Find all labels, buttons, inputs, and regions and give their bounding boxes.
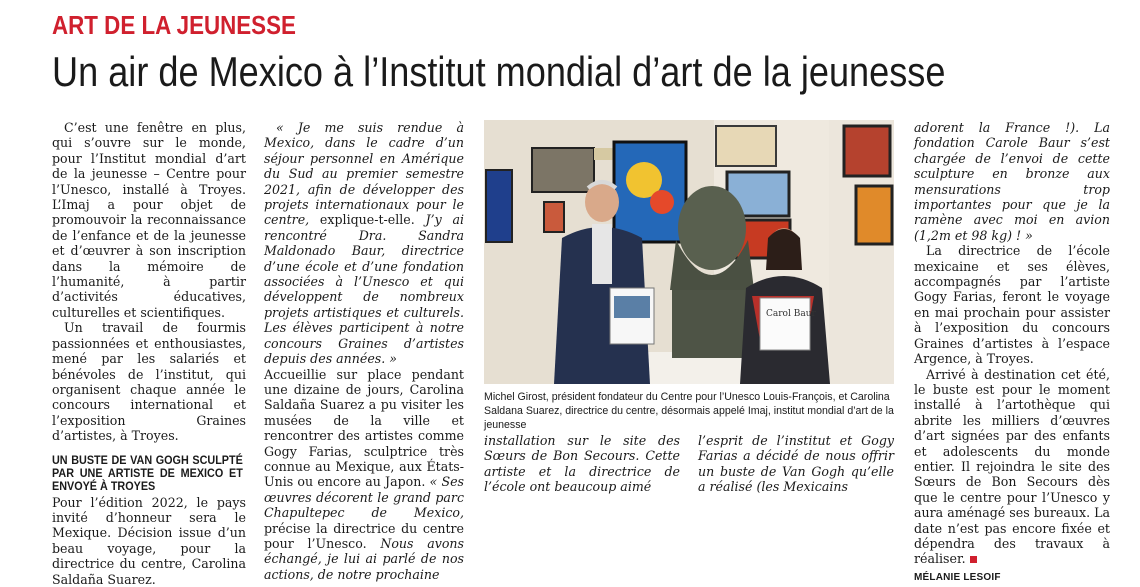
quote-text: adorent la France !). La fondation Carole Baur s’est chargée de l’envoi de cette sculpture en bronze aux mensurations trop importantes pour que je la ramène avec moi en avion (1,2m et 98 kg) ! » xyxy=(914,120,1110,243)
author-signature: MÉLANIE LESOIF xyxy=(914,571,1001,583)
article-column-3a: installation sur le site des Sœurs de Bon Secours. Cette artiste et la directrice de l’école ont beaucoup aimé xyxy=(484,433,680,495)
article-headline: Un air de Mexico à l’Institut mondial d’art de la jeunesse xyxy=(52,48,946,95)
paragraph: C’est une fenêtre en plus, qui s’ouvre sur le monde, pour l’Institut mondial d’art de la jeunesse – Centre pour l’Unesco, installé à Troyes. L’Imaj a pour objet de promouvoir la reconnaissance de l’enfance et de la jeunesse et d’œuvrer à son inscription dans la mémoire de l’humanité, à partir d’activités éducatives, culturelles et scientifiques. xyxy=(52,120,246,320)
attribution-text: précise la directrice du centre pour l’Unesco. xyxy=(264,520,464,551)
article-column-2 xyxy=(264,120,464,582)
article-column-1 xyxy=(52,120,246,587)
attribution-text: explique-t-elle. xyxy=(319,212,426,228)
paragraph xyxy=(264,367,464,583)
paragraph: Un travail de fourmis passionnées et enthousiastes, mené par les salariés et bénévoles de l’institut, qui organisent chaque année le concours international et l’exposition Graines d’artistes, à Troyes. xyxy=(52,320,246,444)
photo-caption: Michel Girost, président fondateur du Centre pour l’Unesco Louis-François, et Carolina Saldana Suarez, directrice du centre, désormais appelé Imaj, institut mondial d’art de la jeunesse xyxy=(484,391,894,431)
quote-text: « Ses œuvres décorent le grand parc Chapultepec de Mexico, xyxy=(264,474,464,521)
photo-illustration xyxy=(484,120,894,384)
paragraph xyxy=(914,367,1110,567)
book-cover-label: Carol Baur xyxy=(766,309,816,319)
paragraph: La directrice de l’école mexicaine et ses élèves, accompagnés par l’artiste Gogy Farias, feront le voyage en mai prochain pour assister à l’exposition du concours Graines d’artistes à l’espace Argence, à Troyes. xyxy=(914,243,1110,367)
section-rubric: ART DE LA JEUNESSE xyxy=(52,10,296,40)
body-text: Arrivé à destination cet été, le buste est pour le moment installé à l’artothèque qui abrite les milliers d’œuvres d’art signées par des enfants et adolescents du monde entier. Il rejoindra le site des Sœurs de Bon Secours dès que le centre pour l’Unesco y aura aménagé ses bureaux. La date n’est pas encore fixée et dépendra des travaux à réaliser. xyxy=(914,366,1110,567)
article-photo xyxy=(484,120,894,384)
end-of-article-icon xyxy=(970,556,977,563)
article-column-4 xyxy=(914,120,1110,585)
body-text: Accueillie sur place pendant une dizaine de jours, Carolina Saldaña Suarez a pu visiter les musées de la ville et rencontrer des artistes comme Gogy Farias, sculptrice très connue au Mexique, aux États-Unis ou encore au Japon. xyxy=(264,366,464,490)
quote-text: « Je me suis rendue à Mexico, dans le cadre d’un séjour personnel en Amérique du Sud au premier semestre 2021, afin de développer des projets internationaux pour le centre, xyxy=(264,120,464,228)
quote-text: Nous avons échangé, je lui ai parlé de nos actions, de notre prochaine xyxy=(264,535,464,582)
quote-text: J’y ai rencontré Dra. Sandra Maldonado Baur, directrice d’une école et d’une fondation associées à l’Unesco et qui développent de nombreux projets artistiques et culturels. Les élèves participent à notre concours Graines d’artistes depuis des années. » xyxy=(264,212,464,367)
paragraph xyxy=(264,120,464,367)
article-subhead: UN BUSTE DE VAN GOGH SCULPTÉ PAR UNE ARTISTE DE MEXICO ET ENVOYÉ À TROYES xyxy=(52,452,243,493)
article-column-3b: l’esprit de l’institut et Gogy Farias a décidé de nous offrir un buste de Van Gogh qu’elle a réalisé (les Mexicains xyxy=(698,433,894,495)
paragraph: Pour l’édition 2022, le pays invité d’honneur sera le Mexique. Décision issue d’un beau voyage, pour la directrice du centre, Carolina Saldaña Suarez. xyxy=(52,494,246,587)
paragraph xyxy=(914,120,1110,243)
